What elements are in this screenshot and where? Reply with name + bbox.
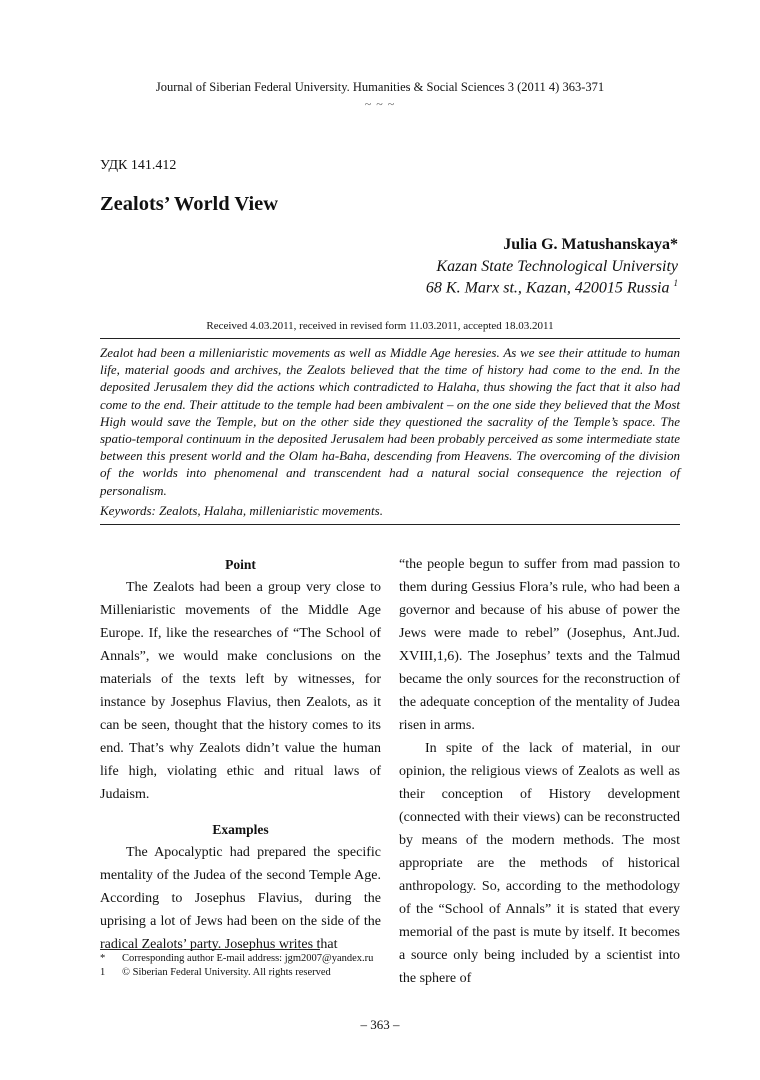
address-text: 68 K. Marx st., Kazan, 420015 Russia bbox=[425, 279, 670, 297]
footnote-mark: * bbox=[100, 953, 106, 964]
article-title: Zealots’ World View bbox=[100, 193, 279, 215]
abstract: Zealot had been a milleniaristic movements as well as Middle Age heresies. As we see their attitude to human life, material goods and archives, the Zealots believed that the time of history had come to the end. In the deposited Jerusalem they did the actions which contradicted to Halaha, thus showing the fact that it also had come to the end. Their attitude to the temple had been ambivalent – on the one side they believed that the Most High would save the Temple, but on the other side they questioned the sacrality of the Temple’s space. The spatio-temporal continuum in the deposited Jerusalem had been probably perceived as some intermediate state between this present world and the Olam ha-Baha, descending from Heavens. The overcoming of the division of the worlds into phenomenal and transcendent had a natural social consequence the rejection of personalism. bbox=[100, 345, 680, 498]
page-number: – 363 – bbox=[360, 1017, 400, 1032]
author-name: Julia G. Matushanskaya* bbox=[503, 236, 678, 253]
paragraph: “the people begun to suffer from mad passion to them during Gessius Flora’s rule, who had been a governor and because of his abuse of power the Jews were made to rebel” (Josephus, Ant.Jud. XVIII,1,6). The Josephus’ texts and the Talmud became the only sources for the reconstruction of the adequate conception of the mentality of Judea risen in arms. bbox=[399, 557, 680, 733]
paragraph: The Zealots had been a group very close to Milleniaristic movements of the Middle Age Europe. If, like the researches of “The School of Annals”, we would make conclusions on the materials of the texts left by witnesses, for instance by Josephus Flavius, then Zealots, as it can be seen, thought that the history comes to its end. That’s why Zealots didn’t value the human life high, violating ethic and ritual laws of Judaism. bbox=[100, 580, 381, 802]
journal-header: Journal of Siberian Federal University. Humanities & Social Sciences 3 (2011 4) 363-371 bbox=[155, 80, 605, 94]
right-column bbox=[399, 553, 680, 990]
section-heading-examples: Examples bbox=[212, 822, 269, 837]
footnote-text: Corresponding author E-mail address: jgm2007@yandex.ru bbox=[122, 953, 374, 964]
keywords: Keywords: Zealots, Halaha, milleniaristic movements. bbox=[100, 503, 383, 518]
abstract-top-rule bbox=[100, 338, 680, 339]
paragraph: The Apocalyptic had prepared the specific mentality of the Judea of the second Temple Age. According to Josephus Flavius, during the uprising a lot of Jews had been on the side of the radical Zealots’ party. Josephus writes that bbox=[100, 845, 381, 952]
footnote-text: © Siberian Federal University. All rights reserved bbox=[122, 967, 331, 978]
header-separator: ~ ~ ~ bbox=[364, 97, 396, 111]
footnote-mark: 1 bbox=[100, 967, 106, 978]
abstract-bottom-rule bbox=[100, 524, 680, 525]
received-dates: Received 4.03.2011, received in revised form 11.03.2011, accepted 18.03.2011 bbox=[206, 320, 554, 332]
footnote bbox=[100, 953, 373, 964]
footnote bbox=[100, 967, 331, 978]
section-heading-point: Point bbox=[225, 557, 256, 572]
footnote-rule bbox=[100, 949, 320, 950]
address-footnote-mark: 1 bbox=[673, 278, 678, 288]
paragraph: In spite of the lack of material, in our opinion, the religious views of Zealots as well as their conception of History development (connected with their views) can be reconstructed by means of the modern methods. The most appropriate are the methods of historical anthropology. So, according to the methodology of the “School of Annals” it is stated that every memorial of the past is mute by itself. It becomes a source only being included by a scientist into the sphere of bbox=[399, 741, 680, 986]
left-column bbox=[100, 553, 381, 956]
udk-code: УДК 141.412 bbox=[100, 158, 177, 173]
author-address bbox=[426, 278, 678, 297]
author-affiliation: Kazan State Technological University bbox=[436, 258, 678, 275]
